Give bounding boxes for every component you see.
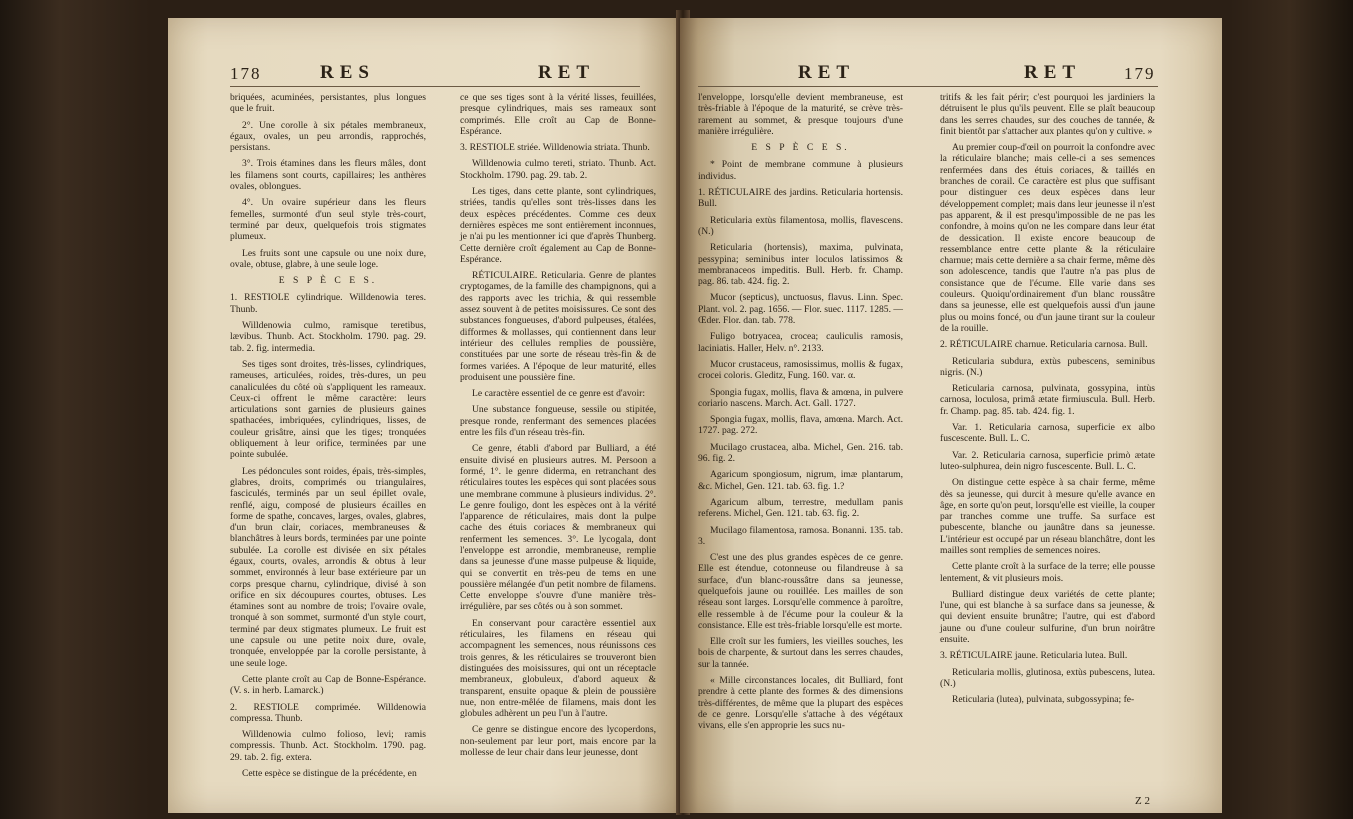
section-heading: E S P È C E S.	[278, 275, 378, 287]
paragraph: RÉTICULAIRE. Reticularia. Genre de plantes cryptogames, de la famille des champignons, qui a des rapports avec les trichia, & qui ressemble assez souvent à de petites moisissures. Ce sont des substances fongueuses, d'abord pulpeuses, étalées, difformes & mollasses, qui contiennent dans leur intérieur des cellules remplies de poussière, constituées par une sorte de réseau très-fin & de formes variées. A l'époque de leur maturité, elles produisent une poussière fine.	[460, 270, 656, 383]
paragraph: tritifs & les fait périr; c'est pourquoi les jardiniers la détruisent le plus qu'ils peuvent. Elle se plaît beaucoup dans les serres chaudes, sur des couches de tannée, & finit bientôt par s'attacher aux plantes qu'on y cultive. »	[940, 92, 1155, 137]
paragraph: Ce genre, établi d'abord par Bulliard, a été ensuite divisé en plusieurs autres. M. Persoon a formé, 1°. le genre diderma, en retranchant des réticulaires toutes les espèces qui sont placées sous une membrane commune à plusieurs individus. 2°. Le genre fouligo, dont les espèces ont à la vérité l'apparence de réticulaires, mais dont la pulpe cache des étuis coriaces & membraneux qui renferment les semences. 3°. Le lycogala, dont l'enveloppe est arrondie, membraneuse, remplie dans sa jeunesse d'une masse pulpeuse & liquide, qui se convertit en très-peu de tems en une poussière mélangée d'un petit nombre de filamens. Cette enveloppe s'ouvre d'une manière très-irrégulière, par ses côtés ou à son sommet.	[460, 443, 656, 613]
left-column-2	[460, 92, 656, 763]
paragraph: 2. RÉTICULAIRE charnue. Reticularia carnosa. Bull.	[940, 339, 1148, 351]
header-rule	[230, 86, 640, 87]
paragraph: Agaricum album, terrestre, medullam panis referens. Michel, Gen. 121. tab. 63. fig. 2.	[698, 496, 903, 520]
paragraph: Reticularia subdura, extùs pubescens, seminibus nigris. (N.)	[940, 355, 1155, 378]
paragraph: Une substance fongueuse, sessile ou stipitée, presque ronde, renfermant des semences placées entre les fils d'un réseau très-fin.	[460, 404, 656, 439]
paragraph: Spongia fugax, mollis, flava & amœna, in pulvere coriario nascens. March. Act. Gall. 1727.	[698, 386, 903, 409]
paragraph: Ce genre se distingue encore des lycoperdons, non-seulement par leur port, mais encore par la mollesse de leur chair dans leur jeunesse, dont	[460, 724, 656, 759]
paragraph: Cette plante croît à la surface de la terre; elle pousse lentement, & vit plusieurs mois.	[940, 561, 1155, 584]
right-page	[680, 18, 1222, 813]
paragraph: Willdenowia culmo tereti, striato. Thunb. Act. Stockholm. 1790. pag. 29. tab. 2.	[460, 158, 656, 181]
paragraph: Reticularia mollis, glutinosa, extùs pubescens, lutea. (N.)	[940, 666, 1155, 689]
page-number-right: 179	[1124, 64, 1156, 83]
paragraph: 2°. Une corolle à six pétales membraneux, égaux, ovales, un peu arrondis, rapprochés, persistans.	[230, 119, 426, 154]
paragraph: Reticularia extùs filamentosa, mollis, flavescens. (N.)	[698, 214, 903, 237]
paragraph: Cette plante croît au Cap de Bonne-Espérance. (V. s. in herb. Lamarck.)	[230, 673, 426, 697]
paragraph: Elle croît sur les fumiers, les vieilles souches, les bois de charpente, & surtout dans les serres chaudes, sur la tannée.	[698, 636, 903, 670]
paragraph: Les fruits sont une capsule ou une noix dure, ovale, obtuse, glabre, à une seule loge.	[230, 247, 426, 270]
paragraph: 1. RÉTICULAIRE des jardins. Reticularia hortensis. Bull.	[698, 187, 903, 210]
paragraph: Au premier coup-d'œil on pourroit la confondre avec la réticulaire blanche; mais celle-ci a ses semences renfermées dans des étuis coriaces, & taillés en branches de corail. Ce caractère est plus que suffisant pour distinguer ces deux espèces dans leur développement complet; mais dans leur jeunesse il n'est pas apparent, & il est presqu'impossible de ne pas les confondre, à moins qu'on ne les compare dans leur état de dessication. Il existe encore beaucoup de ressemblance entre cette plante & la réticulaire charnue; mais cette dernière a sa chair ferme, même dès son adolescence, tandis que l'autre n'a pas plus de consistance que de l'écume. Elle varie dans ses couleurs. Quoiqu'ordinairement d'un blanc roussâtre dans sa jeunesse, elle est quelquefois aussi d'un jaune plus ou moins foncé, ou d'un jaune tirant sur la couleur de la rouille.	[940, 142, 1155, 334]
paragraph: 2. RESTIOLE comprimée. Willdenowia compressa. Thunb.	[230, 701, 426, 724]
paragraph: Var. 2. Reticularia carnosa, superficie primò ætate luteo-sulphurea, dein nigro fuscescente. Bull. L. C.	[940, 449, 1155, 472]
right-column-2	[940, 92, 1155, 711]
paragraph: Mucor (septicus), unctuosus, flavus. Linn. Spec. Plant. vol. 2. pag. 1656. — Flor. suec. 1117. 1285. — Œder. Flor. dan. tab. 778.	[698, 292, 903, 327]
header-rule-right	[698, 86, 1158, 87]
paragraph: Les pédoncules sont roides, épais, très-simples, glabres, droits, comprimés ou triangulaires, fasciculés, terminés par un seul épillet ovale, renflé, aigu, composé de plusieurs écailles en forme de spathe, concaves, larges, ovales, glabres, d'un brun clair, coriaces, membraneuses & blanchâtres à leurs bords, terminées par une pointe subulée. La corolle est divisée en six pétales égaux, courts, ovales, arrondis & obtus à leur sommet, environnés à leur base extérieure par un corps presque charnu, cylindrique, divisé à son orifice en six découpures courtes, obtuses. Les étamines sont au nombre de trois; l'ovaire ovale, tronqué à son sommet, surmonté d'un style court, terminé par deux stigmates plumeux. Le fruit est une capsule ou une petite noix dure, ovale, tronquée, enveloppée par la corolle persistante, à une seule loge.	[230, 465, 426, 669]
paragraph: Mucor crustaceus, ramosissimus, mollis & fugax, crocei coloris. Gleditz, Fung. 160. var. α.	[698, 358, 903, 382]
paragraph: Les tiges, dans cette plante, sont cylindriques, striées, tandis qu'elles sont très-lisses dans les deux espèces précédentes. Comme ces deux dernières espèces me sont entièrement inconnues, je n'ai pu les mentionner ici que d'après Thunberg. Cette dernière croît également au Cap de Bonne-Espérance.	[460, 186, 656, 265]
right-column-1	[698, 92, 903, 737]
running-head-right: RET	[798, 62, 856, 83]
paragraph: En conservant pour caractère essentiel aux réticulaires, les filamens en réseau qui accompagnent les semences, nous réunissons ces trois genres, & les réticulaires se trouveront bien distinguées des moisissures, qui ont un réceptacle membraneux, globuleux, d'abord aqueux & transparent, ensuite opaque & plein de poussière nue, non entre-mêlée de filamens, mais dont les globules adhèrent un peu l'un à l'autre.	[460, 617, 656, 720]
paragraph: Var. 1. Reticularia carnosa, superficie ex albo fuscescente. Bull. L. C.	[940, 422, 1155, 445]
paragraph: 3. RÉTICULAIRE jaune. Reticularia lutea. Bull.	[940, 650, 1128, 662]
paragraph: 3°. Trois étamines dans les fleurs mâles, dont les filamens sont courts, capillaires; les anthères ovales, oblongues.	[230, 158, 426, 193]
page-number-left: 178	[230, 64, 262, 83]
left-column-1	[230, 92, 426, 784]
paragraph: Bulliard distingue deux variétés de cette plante; l'une, qui est blanche à sa surface dans sa jeunesse, & qui devient ensuite brunâtre; l'autre, qui est d'abord jaune ou d'une couleur sulfurine, d'un brun noirâtre ensuite.	[940, 588, 1155, 646]
paragraph: 1. RESTIOLE cylindrique. Willdenowia teres. Thunb.	[230, 292, 426, 315]
left-page	[168, 18, 688, 813]
paragraph: C'est une des plus grandes espèces de ce genre. Elle est étendue, cotonneuse ou filandreuse à sa surface, d'un blanc-roussâtre dans sa jeunesse, quelquefois jaune ou rouillée. Les mailles de son réseau sont larges. Lorsqu'elle commence à paroître, elle ressemble à de l'écume pour la couleur & la consistance. Elle est très-friable lorsqu'elle est morte.	[698, 552, 903, 631]
paragraph: Mucilago crustacea, alba. Michel, Gen. 216. tab. 96. fig. 2.	[698, 441, 903, 465]
section-heading: E S P È C E S.	[751, 142, 850, 154]
paragraph: Fuligo botryacea, crocea; cauliculis ramosis, laciniatis. Haller, Helv. n°. 2133.	[698, 331, 903, 354]
paragraph: Le caractère essentiel de ce genre est d'avoir:	[472, 388, 645, 400]
paragraph: * Point de membrane commune à plusieurs individus.	[698, 159, 903, 182]
running-head-left: RES	[320, 62, 375, 83]
running-head-right-2: RET	[1024, 62, 1082, 83]
paragraph: Reticularia carnosa, pulvinata, gossypina, intùs carnosa, loculosa, primâ ætate firmiuscula. Bull. Herb. fr. Champ. pag. 85. tab. 424. fig. 1.	[940, 383, 1155, 417]
paragraph: « Mille circonstances locales, dit Bulliard, font prendre à cette plante des formes & des dimensions très-différentes, de même que la plupart des espèces de ce genre. Lorsqu'elle s'attache à des végétaux vivans, elle s'en approprie les sucs nu-	[698, 675, 903, 732]
paragraph: ce que ses tiges sont à la vérité lisses, feuillées, presque cylindriques, mais ses rameaux sont comprimés. Elle croît au Cap de Bonne-Espérance.	[460, 92, 656, 137]
paragraph: Cette espèce se distingue de la précédente, en	[242, 768, 417, 780]
paragraph: Mucilago filamentosa, ramosa. Bonanni. 135. tab. 3.	[698, 524, 903, 547]
paragraph: l'enveloppe, lorsqu'elle devient membraneuse, est très-friable à l'époque de la maturité, se crève très-rarement au sommet, & presque toujours d'une manière irrégulière.	[698, 92, 903, 137]
paragraph: Reticularia (lutea), pulvinata, subgossypina; fe-	[952, 694, 1135, 706]
paragraph: On distingue cette espèce à sa chair ferme, même dès sa jeunesse, qui durcit à mesure qu'elle avance en âge, en sorte qu'on peut, lorsqu'elle est vieille, la couper par tranches comme une truffe. Sa surface est pubescente, blanche ou jaunâtre dans sa jeunesse. L'intérieur est occupé par un réseau blanchâtre, dont les mailles sont remplies de semences noires.	[940, 477, 1155, 556]
paragraph: briquées, acuminées, persistantes, plus longues que le fruit.	[230, 92, 426, 115]
running-head-left-2: RET	[538, 62, 596, 83]
paragraph: Willdenowia culmo folioso, levi; ramis compressis. Thunb. Act. Stockholm. 1790. pag. 29. tab. 2. fig. extera.	[230, 729, 426, 763]
paragraph: Agaricum spongiosum, nigrum, imæ plantarum, &c. Michel, Gen. 121. tab. 63. fig. 1.?	[698, 469, 903, 492]
paragraph: 4°. Un ovaire supérieur dans les fleurs femelles, surmonté d'un seul style très-court, terminé par deux, quelquefois trois stigmates plumeux.	[230, 197, 426, 243]
signature-mark: Z 2	[1135, 795, 1150, 807]
paragraph: Reticularia (hortensis), maxima, pulvinata, pessypina; seminibus inter loculos latissimos & membranaceos impeditis. Bull. Herb. fr. Champ. pag. 86. tab. 424. fig. 2.	[698, 242, 903, 288]
paragraph: Ses tiges sont droites, très-lisses, cylindriques, rameuses, articulées, roides, très-dures, un peu canaliculées du côté où s'appliquent les rameaux. Ceux-ci offrent le même caractère: leurs articulations sont garnies de plusieurs gaines spathacées, imbriquées, cylindriques, lisses, de couleur grisâtre, ainsi que les tiges; tronquées obliquement à leur orifice, terminées par une pointe subulée.	[230, 358, 426, 461]
paragraph: Spongia fugax, mollis, flava, amœna. March. Act. 1727. pag. 272.	[698, 414, 903, 437]
paragraph: Willdenowia culmo, ramisque teretibus, lævibus. Thunb. Act. Stockholm. 1790. pag. 29. tab. 2. fig. intermedia.	[230, 320, 426, 354]
paragraph: 3. RESTIOLE striée. Willdenowia striata. Thunb.	[460, 142, 650, 154]
